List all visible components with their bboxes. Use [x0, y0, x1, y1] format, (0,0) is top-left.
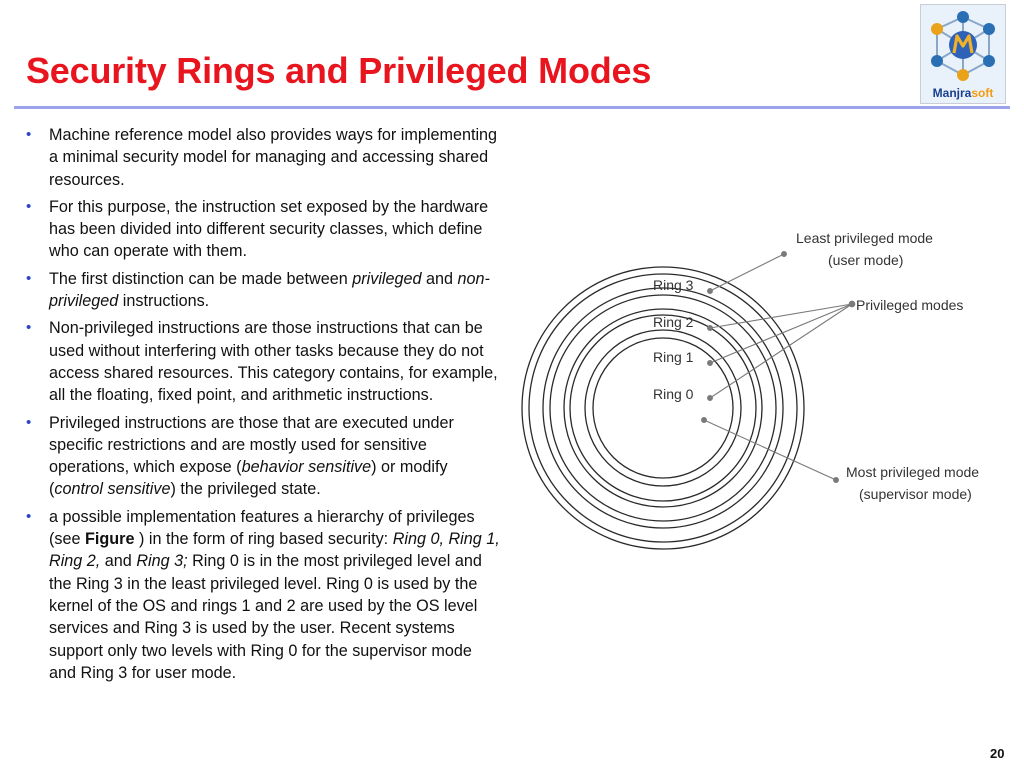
bullet-dot-icon: •	[26, 413, 32, 431]
supervisor-mode-label: (supervisor mode)	[859, 486, 972, 502]
bullet-dot-icon: •	[26, 507, 32, 525]
manjrasoft-logo	[920, 4, 1006, 104]
bullet-text: instructions.	[118, 292, 210, 311]
title-divider	[14, 106, 1010, 109]
slide-title: Security Rings and Privileged Modes	[26, 50, 652, 91]
leader-dot	[708, 361, 713, 366]
bullet-item	[22, 268, 500, 313]
ring-2-label: Ring 2	[653, 314, 694, 330]
logo-wordmark: Manjrasoft	[932, 86, 994, 100]
leader-dot	[708, 289, 713, 294]
bullet-text: Privileged instructions are those that are executed under specific restrictions and are mostly used for sensitive operations, which expose (	[49, 413, 454, 477]
bullet-italic-text: behavior sensitive	[241, 458, 372, 477]
bullet-bold-text: Figure	[85, 530, 135, 549]
user-mode-label: (user mode)	[828, 252, 904, 268]
bullet-text: ) or modify (	[49, 458, 448, 499]
leader-dot	[849, 301, 855, 307]
bullet-italic-text: control sensitive	[54, 480, 171, 499]
bullet-text: and	[421, 269, 458, 288]
page-number: 20	[990, 746, 1005, 761]
ring-3-label: Ring 3	[653, 277, 694, 293]
privileged-leader-ring2	[710, 304, 852, 328]
bullet-dot-icon: •	[26, 197, 32, 215]
leader-dot	[708, 326, 713, 331]
bullet-italic-text: Ring 3;	[136, 552, 188, 571]
bullet-text: Ring 0 is in the most privileged level and the Ring 3 in the least privileged level. Ring 0 is used by the kernel of the OS and rings 1 and 2 are used by the OS level services and Ring 3 is used by the user. Recent systems support only two levels with Ring 0 for the supervisor mode and Ring 3 for user mode.	[49, 552, 482, 682]
bullet-italic-text: non-privileged	[49, 269, 490, 311]
most-privileged-leader	[704, 420, 836, 480]
bullet-item	[22, 196, 500, 263]
leader-dot	[702, 418, 707, 423]
ring-diagram	[520, 222, 1000, 602]
bullet-text: and	[100, 552, 137, 571]
bullet-item	[22, 506, 500, 684]
bullet-text: Non-privileged instructions are those instructions that can be used without interfering with other tasks because they do not access shared resources. This category contains, for example, all the floating, fixed point, and arithmetic instructions.	[49, 319, 498, 405]
bullet-dot-icon: •	[26, 319, 32, 337]
bullet-list	[22, 124, 500, 689]
network-logo-icon	[921, 5, 1005, 85]
bullet-italic-text: Ring 0, Ring 1, Ring 2,	[49, 530, 500, 571]
leader-dot	[708, 396, 713, 401]
bullet-italic-text: privileged	[352, 269, 422, 288]
bullet-text: Machine reference model also provides ways for implementing a minimal security model for managing and accessing shared resources.	[49, 126, 498, 189]
bullet-text: a possible implementation features a hierarchy of privileges (see	[49, 507, 475, 549]
ring-1-outer-edge	[564, 309, 762, 507]
bullet-text: ) the privileged state.	[170, 480, 321, 499]
bullet-text: For this purpose, the instruction set exposed by the hardware has been divided into different security classes, which define who can operate with them.	[49, 197, 489, 261]
bullet-text: The first distinction can be made between	[49, 269, 353, 288]
privileged-leader-ring1	[710, 304, 852, 363]
bullet-dot-icon: •	[26, 269, 32, 287]
ring-0-label: Ring 0	[653, 386, 694, 402]
bullet-item	[22, 124, 500, 191]
leader-dot	[782, 252, 787, 257]
ring-1-inner-edge	[570, 315, 756, 501]
privileged-modes-label: Privileged modes	[856, 297, 964, 313]
leader-dot	[834, 478, 839, 483]
bullet-dot-icon: •	[26, 126, 32, 143]
most-privileged-label: Most privileged mode	[846, 464, 980, 480]
bullet-item	[22, 412, 500, 501]
bullet-item	[22, 317, 500, 406]
least-privileged-leader	[710, 254, 784, 291]
ring-1-label: Ring 1	[653, 349, 694, 365]
least-privileged-label: Least privileged mode	[796, 230, 933, 246]
bullet-text: ) in the form of ring based security:	[134, 530, 393, 549]
